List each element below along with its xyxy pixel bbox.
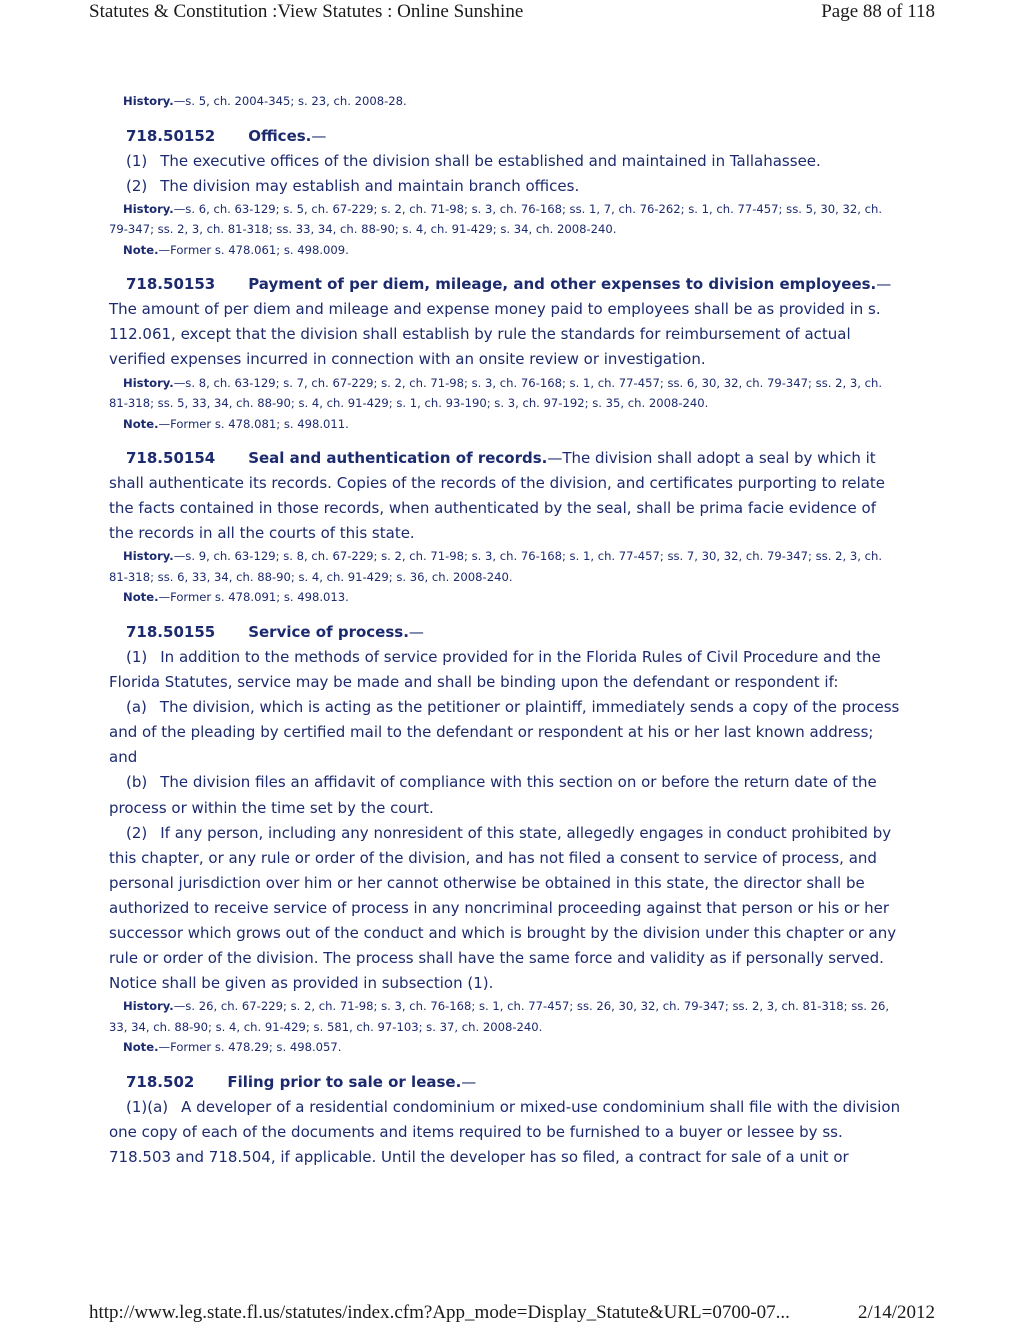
section-number: 718.50152 xyxy=(126,126,216,145)
note-label: Note. xyxy=(123,590,159,605)
section-caption: Payment of per diem, mileage, and other expenses to division employees. xyxy=(248,275,877,294)
section-body xyxy=(109,446,901,546)
subsection-number: (1) xyxy=(126,647,148,666)
history-note xyxy=(109,91,901,112)
page-url: http://www.leg.state.fl.us/statutes/index.cfm?App_mode=Display_Statute&URL=0700-07... xyxy=(89,1302,790,1323)
history-text: —s. 6, ch. 63-129; s. 5, ch. 67-229; s. 2, ch. 71-98; s. 3, ch. 76-168; ss. 1, 7, ch. 76-262; s. 1, ch. 77-457; ss. 5, 30, 32, ch. 79-347; ss. 2, 3, ch. 81-318; ss. 33, 34, ch. 88-90; s. 4, ch. 91-429; s. 34, ch. 2008-240. xyxy=(109,201,883,237)
history-text: —s. 9, ch. 63-129; s. 8, ch. 67-229; s. 2, ch. 71-98; s. 3, ch. 76-168; s. 1, ch. 77-457; ss. 7, 30, 32, ch. 79-347; ss. 2, 3, ch. 81-318; ss. 6, 33, 34, ch. 88-90; s. 4, ch. 91-429; s. 36, ch. 2008-240. xyxy=(109,549,883,584)
section-number: 718.50154 xyxy=(126,449,216,468)
paragraph-b xyxy=(109,770,901,820)
statute-content xyxy=(109,91,901,1170)
note-text: —Former s. 478.091; s. 498.013. xyxy=(158,590,349,605)
section-718-50153 xyxy=(109,272,901,434)
section-dash: — xyxy=(461,1072,477,1091)
section-718-50152 xyxy=(109,124,901,261)
paragraph-text: The division files an affidavit of compliance with this section on or before the return date of the process or within the time set by the court. xyxy=(109,773,877,817)
section-heading xyxy=(109,124,901,149)
history-text: —s. 5, ch. 2004-345; s. 23, ch. 2008-28. xyxy=(173,94,407,108)
subsection-text: A developer of a residential condominium or mixed-use condominium shall file with the division one copy of each of the documents and items required to be furnished to a buyer or lessee by ss. 718.503 and 718.504, if applicable. Until the developer has so filed, a contract for sale of a unit or xyxy=(109,1097,901,1166)
page-title: Statutes & Constitution :View Statutes : Online Sunshine xyxy=(89,1,524,22)
note-text: —Former s. 478.061; s. 498.009. xyxy=(158,242,349,257)
section-number: 718.50155 xyxy=(126,622,216,641)
subsection-text: If any person, including any nonresident of this state, allegedly engages in conduct prohibited by this chapter, or any rule or order of the division, and has not filed a consent to service of process, and personal jurisdiction over him or her cannot otherwise be obtained in this state, the director shall be authorized to receive service of process in any noncriminal proceeding against that person or his or her successor which grows out of the conduct and which is brought by the division under this chapter or any rule or order of the division. The process shall have the same force and validity as if personally served. Notice shall be given as provided in subsection (1). xyxy=(109,823,897,993)
subsection-1 xyxy=(109,149,901,174)
section-heading xyxy=(109,1070,901,1095)
paragraph-number: (a) xyxy=(126,698,147,717)
section-heading xyxy=(109,620,901,645)
subsection-number: (1) xyxy=(126,151,148,170)
history-text: —s. 26, ch. 67-229; s. 2, ch. 71-98; s. 3, ch. 76-168; s. 1, ch. 77-457; ss. 26, 30, 32, ch. 79-347; ss. 2, 3, ch. 81-318; ss. 26, 33, 34, ch. 88-90; s. 4, ch. 91-429; s. 581, ch. 97-103; s. 37, ch. 2008-240. xyxy=(109,999,890,1034)
history-label: History. xyxy=(123,94,174,108)
former-note xyxy=(109,414,901,435)
history-label: History. xyxy=(123,999,174,1014)
section-text: —The amount of per diem and mileage and expense money paid to employees shall be as provided in s. 112.061, except that the division shall establish by rule the standards for reimbursement of actual verified expenses incurred in connection with an onsite review or investigation. xyxy=(109,275,892,369)
subsection-text: The division may establish and maintain branch offices. xyxy=(160,176,580,195)
paragraph-text: The division, which is acting as the petitioner or plaintiff, immediately sends a copy of the process and of the pleading by certified mail to the defendant or respondent at his or her last known address; and xyxy=(109,698,900,767)
former-note xyxy=(109,240,901,261)
section-text: —The division shall adopt a seal by which it shall authenticate its records. Copies of the records of the division, and certificates purporting to relate the facts contained in those records, when authenticated by the seal, shall be prima facie evidence of the records in all the courts of this state. xyxy=(109,449,886,543)
history-note xyxy=(109,199,901,240)
subsection-2 xyxy=(109,821,901,997)
former-note xyxy=(109,587,901,608)
subsection-1a xyxy=(109,1095,901,1170)
subsection-number: (1)(a) xyxy=(126,1097,169,1116)
subsection-number: (2) xyxy=(126,176,148,195)
print-date: 2/14/2012 xyxy=(857,1302,935,1323)
section-number: 718.50153 xyxy=(126,275,216,294)
subsection-1 xyxy=(109,645,901,695)
history-note xyxy=(109,996,901,1037)
history-text: —s. 8, ch. 63-129; s. 7, ch. 67-229; s. 2, ch. 71-98; s. 3, ch. 76-168; s. 1, ch. 77-457; ss. 6, 30, 32, ch. 79-347; ss. 2, 3, ch. 81-318; ss. 5, 33, 34, ch. 88-90; s. 4, ch. 91-429; s. 1, ch. 93-190; s. 3, ch. 97-192; s. 35, ch. 2008-240. xyxy=(109,375,883,411)
section-dash: — xyxy=(408,622,424,641)
section-718-50154 xyxy=(109,446,901,608)
history-note xyxy=(109,546,901,587)
history-label: History. xyxy=(123,375,174,390)
section-number: 718.502 xyxy=(126,1072,195,1091)
section-caption: Service of process. xyxy=(248,622,409,641)
section-718-50155 xyxy=(109,620,901,1058)
page-number: Page 88 of 118 xyxy=(821,1,935,22)
subsection-number: (2) xyxy=(126,823,148,842)
section-caption: Offices. xyxy=(248,126,312,145)
note-text: —Former s. 478.081; s. 498.011. xyxy=(158,416,349,431)
note-label: Note. xyxy=(123,1040,159,1055)
note-label: Note. xyxy=(123,416,159,431)
history-label: History. xyxy=(123,201,174,216)
subsection-text: The executive offices of the division shall be established and maintained in Tallahassee. xyxy=(160,151,821,170)
section-dash: — xyxy=(311,126,327,145)
section-body xyxy=(109,272,901,372)
section-caption: Filing prior to sale or lease. xyxy=(227,1072,462,1091)
former-note xyxy=(109,1037,901,1058)
subsection-text: In addition to the methods of service provided for in the Florida Rules of Civil Procedure and the Florida Statutes, service may be made and shall be binding upon the defendant or respondent if: xyxy=(109,647,881,692)
history-label: History. xyxy=(123,549,174,564)
note-text: —Former s. 478.29; s. 498.057. xyxy=(158,1040,342,1055)
section-caption: Seal and authentication of records. xyxy=(248,449,548,468)
note-label: Note. xyxy=(123,242,159,257)
section-718-502 xyxy=(109,1070,901,1170)
subsection-2 xyxy=(109,174,901,199)
paragraph-a xyxy=(109,695,901,770)
history-note xyxy=(109,373,901,414)
paragraph-number: (b) xyxy=(126,773,148,792)
